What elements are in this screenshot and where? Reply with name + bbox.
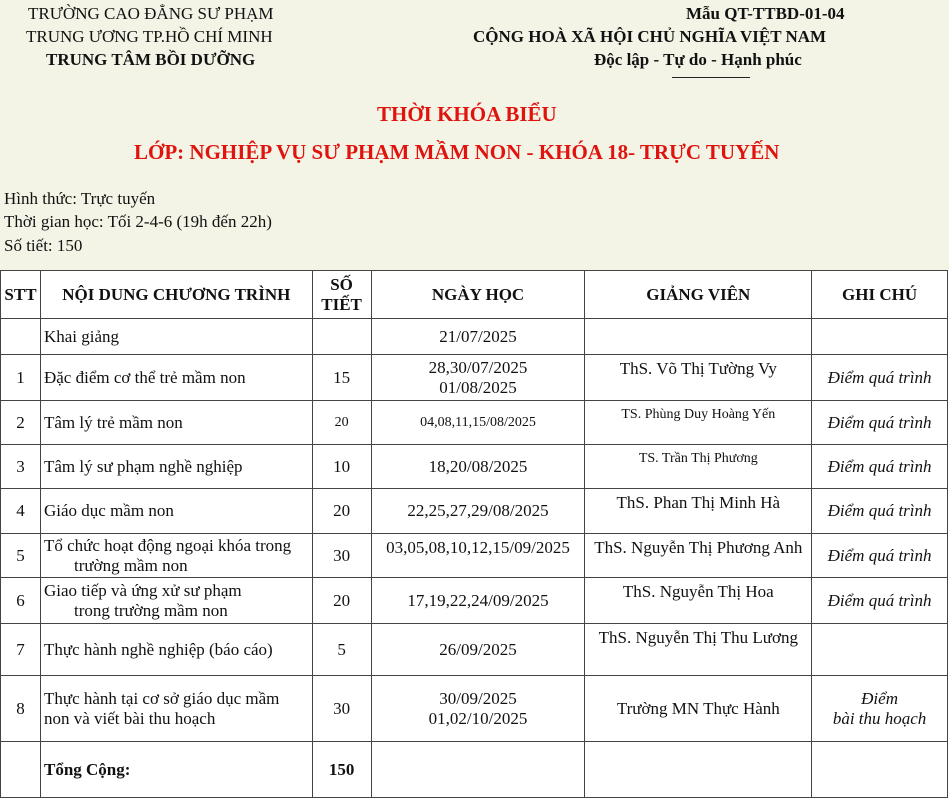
total-value: 150 [312,742,371,798]
total-periods-info: Số tiết: 150 [4,236,83,255]
table-row: 8 Thực hành tại cơ sở giáo dục mầm non và viết bài thu hoạch 30 30/09/2025 01,02/10/2025 Trường MN Thực Hành Điểm bài thu hoạch [1,676,948,742]
total-label: Tổng Cộng: [40,742,312,798]
motto: Độc lập - Tự do - Hạnh phúc [594,50,802,69]
form-code: Mẫu QT-TTBD-01-04 [686,4,845,23]
center-name: TRUNG TÂM BỒI DƯỠNG [46,50,256,69]
table-row: 2 Tâm lý trẻ mầm non 20 04,08,11,15/08/2025 TS. Phùng Duy Hoàng Yến Điểm quá trình [1,401,948,445]
header-date: NGÀY HỌC [371,271,585,319]
header-note: GHI CHÚ [812,271,948,319]
document-title: THỜI KHÓA BIỂU [377,102,557,126]
school-name-line2: TRUNG ƯƠNG TP.HỒ CHÍ MINH [26,27,273,46]
table-row: 3 Tâm lý sư phạm nghề nghiệp 10 18,20/08/2025 TS. Trần Thị Phương Điểm quá trình [1,445,948,489]
study-time: Thời gian học: Tối 2-4-6 (19h đến 22h) [4,212,272,231]
schedule-table [0,270,948,798]
table-row: Khai giảng 21/07/2025 [1,319,948,355]
table-row: 1 Đặc điểm cơ thể trẻ mầm non 15 28,30/07/2025 01/08/2025 ThS. Võ Thị Tường Vy Điểm quá trình [1,355,948,401]
motto-underline [672,77,750,78]
nation-title: CỘNG HOÀ XÃ HỘI CHỦ NGHĨA VIỆT NAM [473,27,827,46]
header-lecturer: GIẢNG VIÊN [585,271,812,319]
class-subtitle: LỚP: NGHIỆP VỤ SƯ PHẠM MẦM NON - KHÓA 18- TRỰC TUYẾN [134,140,780,164]
header-periods: SỐ TIẾT [312,271,371,319]
table-row: 5 Tổ chức hoạt động ngoại khóa trong trường mầm non 30 03,05,08,10,12,15/09/2025 ThS. Nguyễn Thị Phương Anh Điểm quá trình [1,534,948,578]
study-mode: Hình thức: Trực tuyến [4,189,156,208]
header-content: NỘI DUNG CHƯƠNG TRÌNH [40,271,312,319]
header-stt: STT [1,271,41,319]
table-row: 4 Giáo dục mầm non 20 22,25,27,29/08/2025 ThS. Phan Thị Minh Hà Điểm quá trình [1,489,948,534]
school-name-line1: TRƯỜNG CAO ĐẲNG SƯ PHẠM [28,4,274,23]
table-row: 6 Giao tiếp và ứng xử sư phạm trong trường mầm non 20 17,19,22,24/09/2025 ThS. Nguyễn Thị Hoa Điểm quá trình [1,578,948,624]
table-header-row [1,271,948,319]
table-row: 7 Thực hành nghề nghiệp (báo cáo) 5 26/09/2025 ThS. Nguyễn Thị Thu Lương [1,624,948,676]
total-row [1,742,948,798]
